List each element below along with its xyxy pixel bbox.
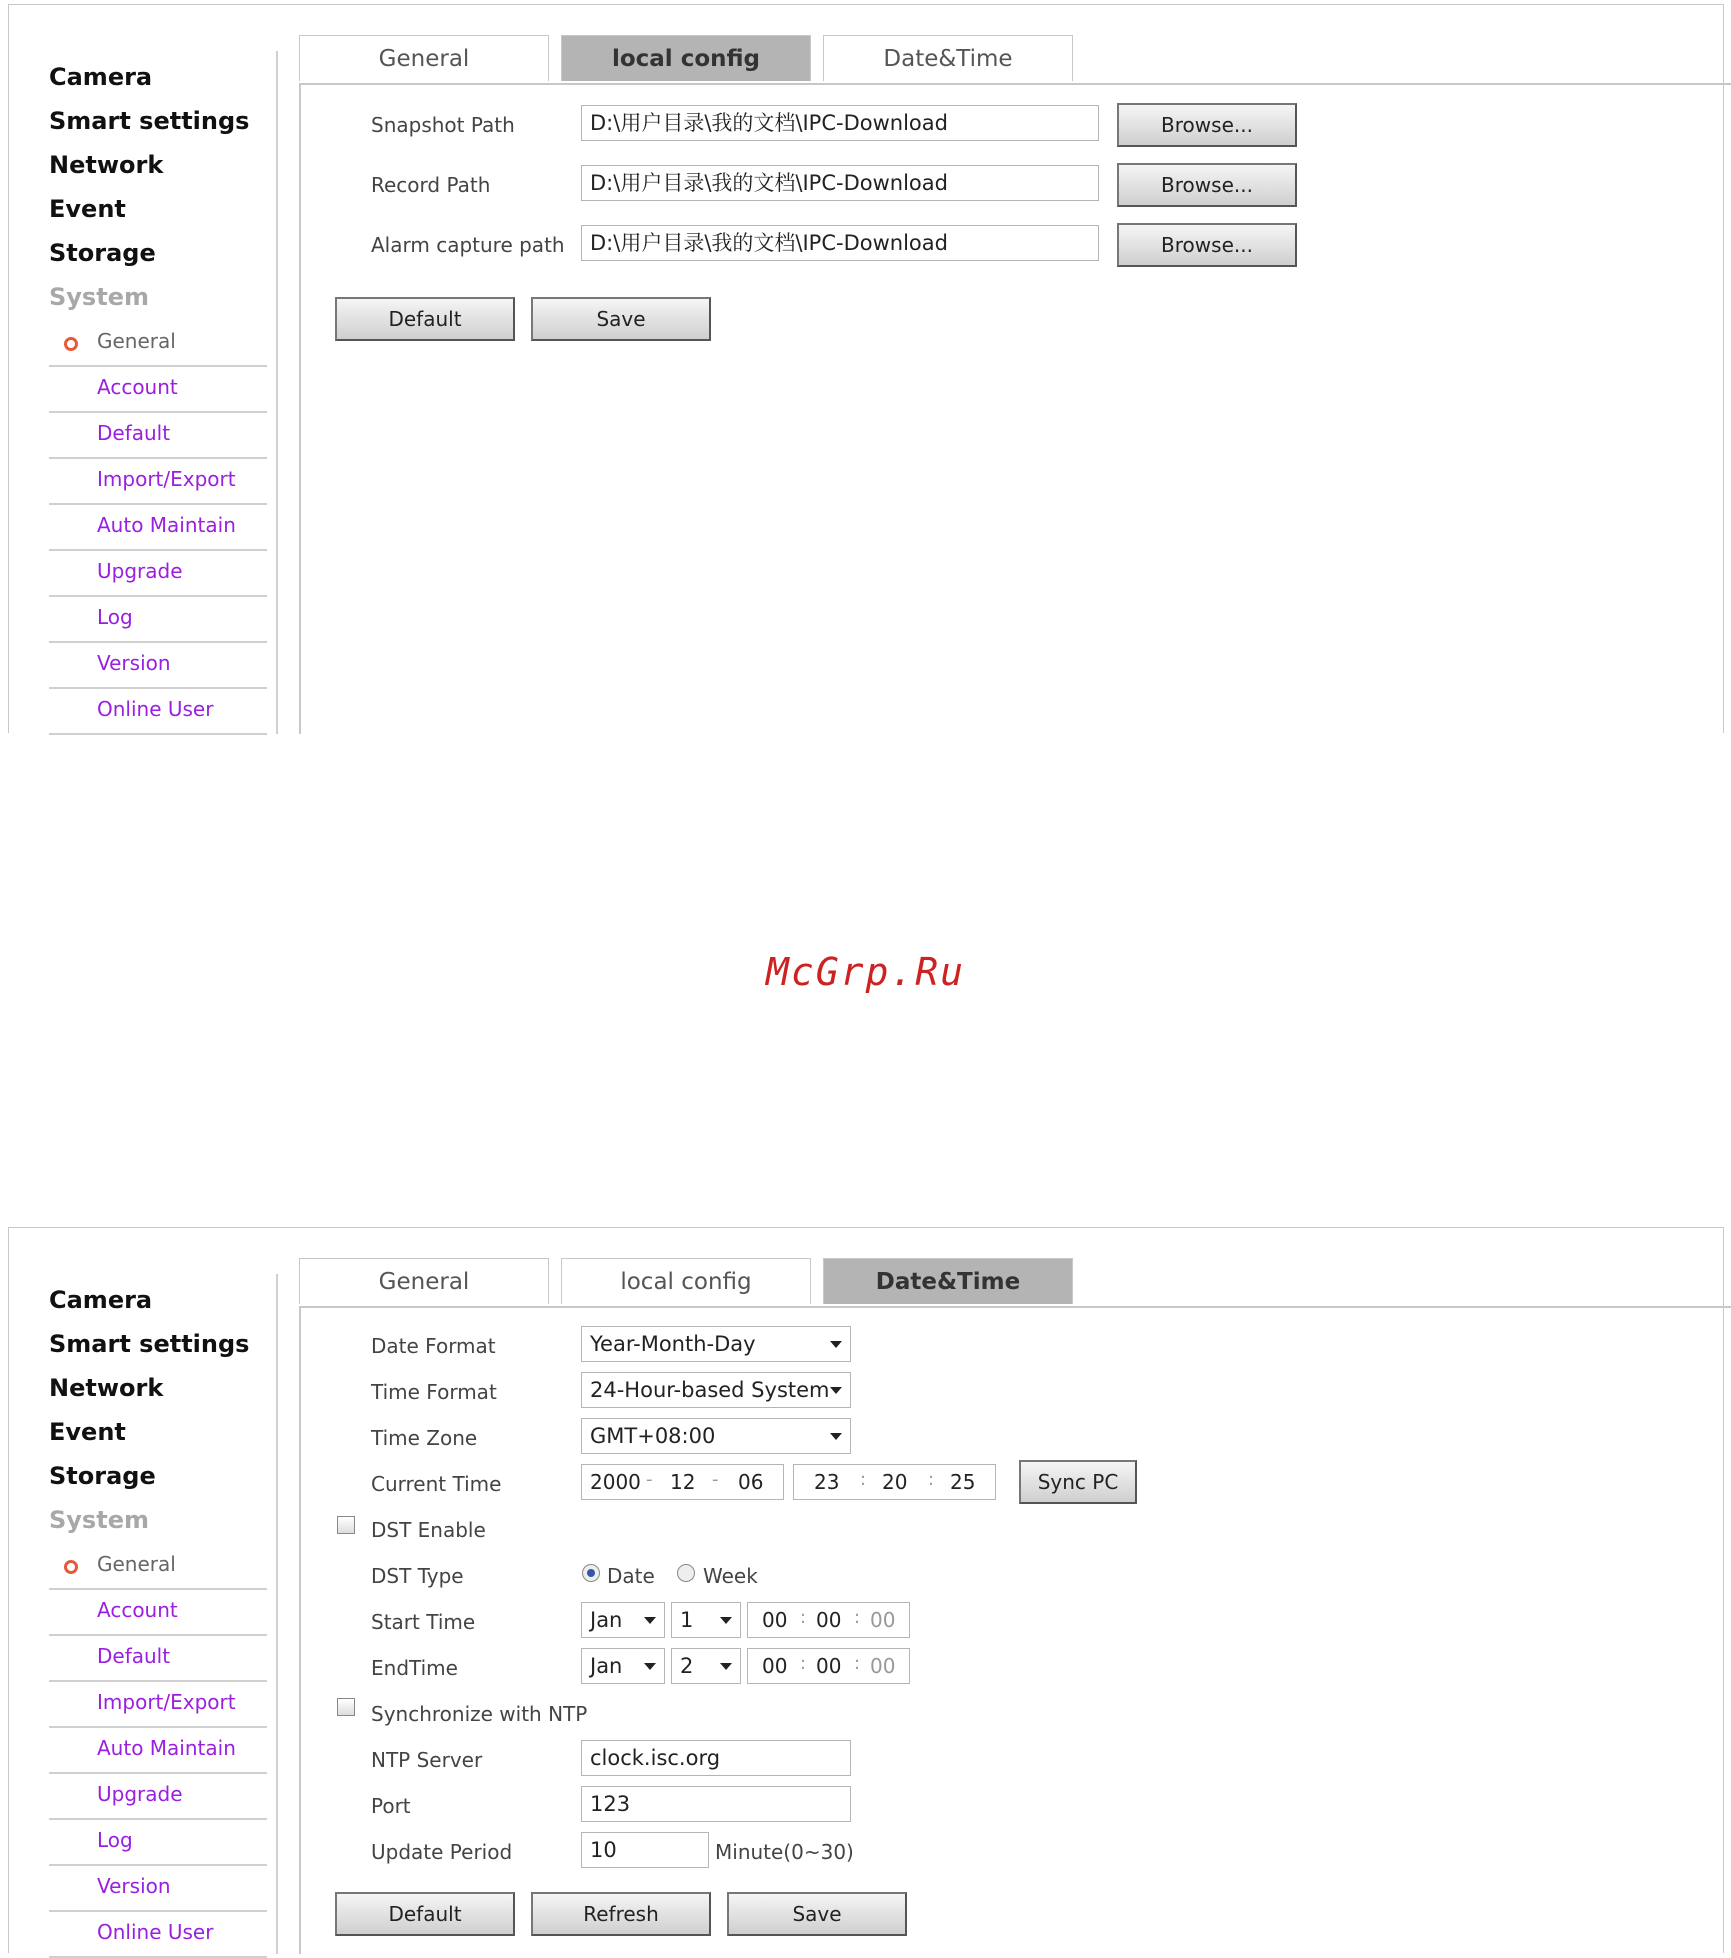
date-format-label: Date Format [371, 1334, 496, 1358]
sidebar-item-network[interactable]: Network [49, 1374, 164, 1402]
local-config-panel [8, 4, 1724, 733]
sidebar-subitem-online-user[interactable]: Online User [49, 689, 267, 735]
current-clock-field[interactable] [793, 1464, 996, 1500]
current-year[interactable]: 2000 [590, 1470, 641, 1494]
sidebar-subitem-auto-maintain[interactable]: Auto Maintain [49, 505, 267, 551]
start-month-select[interactable] [581, 1602, 665, 1638]
sidebar-subitem-account[interactable]: Account [49, 367, 267, 413]
sidebar-subitem-version[interactable]: Version [49, 643, 267, 689]
dst-type-week-label: Week [703, 1564, 758, 1588]
tab-general[interactable]: General [299, 35, 549, 81]
sidebar-item-system[interactable]: System [49, 1506, 149, 1534]
sidebar-subitem-online-user[interactable]: Online User [49, 1912, 267, 1958]
record-path-label: Record Path [371, 173, 491, 197]
sidebar-subitem-import-export[interactable]: Import/Export [49, 459, 267, 505]
local-config-content [299, 83, 1731, 734]
tab-local-config[interactable]: local config [561, 35, 811, 81]
tab-local-config[interactable]: local config [561, 1258, 811, 1304]
time-format-value: 24-Hour-based System [590, 1378, 830, 1402]
dropdown-arrow-icon [720, 1617, 732, 1624]
dropdown-arrow-icon [644, 1663, 656, 1670]
dropdown-arrow-icon [830, 1341, 842, 1348]
sidebar-subitem-general[interactable]: General [49, 321, 267, 367]
end-day-select[interactable] [671, 1648, 741, 1684]
default-button[interactable]: Default [335, 297, 515, 341]
alarm-capture-path-field[interactable]: D:\用户目录\我的文档\IPC-Download [581, 225, 1099, 261]
default-button[interactable]: Default [335, 1892, 515, 1936]
snapshot-path-label: Snapshot Path [371, 113, 515, 137]
current-time-label: Current Time [371, 1472, 502, 1496]
ntp-server-label: NTP Server [371, 1748, 483, 1772]
sidebar-item-storage[interactable]: Storage [49, 1462, 156, 1490]
active-bullet-icon [64, 337, 78, 351]
watermark: McGrp.Ru [765, 950, 966, 994]
current-day[interactable]: 06 [738, 1470, 764, 1494]
sidebar-item-network[interactable]: Network [49, 151, 164, 179]
date-format-value: Year-Month-Day [590, 1332, 756, 1356]
sidebar-item-smart-settings[interactable]: Smart settings [49, 107, 250, 135]
dropdown-arrow-icon [720, 1663, 732, 1670]
current-date-field[interactable] [581, 1464, 784, 1500]
dst-type-date-radio[interactable] [582, 1564, 600, 1582]
date-format-select[interactable] [581, 1326, 851, 1362]
alarm-browse-button[interactable]: Browse... [1117, 223, 1297, 267]
save-button[interactable]: Save [727, 1892, 907, 1936]
time-format-select[interactable] [581, 1372, 851, 1408]
save-button[interactable]: Save [531, 297, 711, 341]
date-time-content [299, 1306, 1731, 1954]
date-separator: - [646, 1469, 653, 1490]
dst-enable-label: DST Enable [371, 1518, 486, 1542]
start-day-select[interactable] [671, 1602, 741, 1638]
end-minute[interactable]: 00 [816, 1654, 842, 1678]
time-zone-label: Time Zone [371, 1426, 478, 1450]
start-clock-field[interactable] [747, 1602, 910, 1638]
start-hour[interactable]: 00 [762, 1608, 788, 1632]
start-day-value: 1 [680, 1608, 694, 1632]
end-second[interactable]: 00 [870, 1654, 896, 1678]
dst-enable-checkbox[interactable] [337, 1516, 355, 1534]
date-separator: - [712, 1469, 719, 1490]
port-label: Port [371, 1794, 411, 1818]
start-second[interactable]: 00 [870, 1608, 896, 1632]
end-month-value: Jan [590, 1654, 623, 1678]
sidebar-subitem-upgrade[interactable]: Upgrade [49, 551, 267, 597]
update-period-unit: Minute(0~30) [715, 1840, 854, 1864]
dropdown-arrow-icon [830, 1387, 842, 1394]
active-bullet-icon [64, 1560, 78, 1574]
current-hour[interactable]: 23 [814, 1470, 840, 1494]
sidebar-subitem-auto-maintain[interactable]: Auto Maintain [49, 1728, 267, 1774]
dst-type-label: DST Type [371, 1564, 464, 1588]
tab-date-time[interactable]: Date&Time [823, 1258, 1073, 1304]
time-separator: : [800, 1607, 807, 1628]
sidebar-subitem-default[interactable]: Default [49, 413, 267, 459]
time-separator: : [860, 1469, 867, 1490]
port-field[interactable]: 123 [581, 1786, 851, 1822]
sidebar-divider [276, 51, 278, 734]
start-minute[interactable]: 00 [816, 1608, 842, 1632]
sidebar-item-event[interactable]: Event [49, 195, 126, 223]
current-second[interactable]: 25 [950, 1470, 976, 1494]
time-format-label: Time Format [371, 1380, 497, 1404]
ntp-sync-checkbox[interactable] [337, 1698, 355, 1716]
time-separator: : [928, 1469, 935, 1490]
end-hour[interactable]: 00 [762, 1654, 788, 1678]
refresh-button[interactable]: Refresh [531, 1892, 711, 1936]
snapshot-path-field[interactable]: D:\用户目录\我的文档\IPC-Download [581, 105, 1099, 141]
dropdown-arrow-icon [830, 1433, 842, 1440]
sidebar-divider [276, 1274, 278, 1954]
time-separator: : [800, 1653, 807, 1674]
sidebar-item-camera[interactable]: Camera [49, 63, 153, 91]
sidebar-subitem-log[interactable]: Log [49, 1820, 267, 1866]
sidebar-subitem-general[interactable]: General [49, 1544, 267, 1590]
update-period-field[interactable]: 10 [581, 1832, 709, 1868]
sidebar-item-smart-settings[interactable]: Smart settings [49, 1330, 250, 1358]
date-time-panel [8, 1227, 1724, 1953]
ntp-sync-label: Synchronize with NTP [371, 1702, 588, 1726]
alarm-capture-path-label: Alarm capture path [371, 233, 565, 257]
sidebar-subitem-default[interactable]: Default [49, 1636, 267, 1682]
time-zone-select[interactable] [581, 1418, 851, 1454]
sidebar-subitem-import-export[interactable]: Import/Export [49, 1682, 267, 1728]
snapshot-browse-button[interactable]: Browse... [1117, 103, 1297, 147]
sidebar-subitem-log[interactable]: Log [49, 597, 267, 643]
current-minute[interactable]: 20 [882, 1470, 908, 1494]
sidebar-subitem-account[interactable]: Account [49, 1590, 267, 1636]
end-month-select[interactable] [581, 1648, 665, 1684]
sidebar-item-event[interactable]: Event [49, 1418, 126, 1446]
end-time-label: EndTime [371, 1656, 458, 1680]
time-separator: : [854, 1653, 861, 1674]
tab-general[interactable]: General [299, 1258, 549, 1304]
tab-date-time[interactable]: Date&Time [823, 35, 1073, 81]
ntp-server-field[interactable]: clock.isc.org [581, 1740, 851, 1776]
time-zone-value: GMT+08:00 [590, 1424, 716, 1448]
dropdown-arrow-icon [644, 1617, 656, 1624]
record-browse-button[interactable]: Browse... [1117, 163, 1297, 207]
end-clock-field[interactable] [747, 1648, 910, 1684]
update-period-label: Update Period [371, 1840, 513, 1864]
dst-type-date-label: Date [607, 1564, 655, 1588]
current-month[interactable]: 12 [670, 1470, 696, 1494]
sidebar-subitem-version[interactable]: Version [49, 1866, 267, 1912]
start-month-value: Jan [590, 1608, 623, 1632]
sidebar-subitem-upgrade[interactable]: Upgrade [49, 1774, 267, 1820]
dst-type-week-radio[interactable] [677, 1564, 695, 1582]
sidebar-item-system[interactable]: System [49, 283, 149, 311]
end-day-value: 2 [680, 1654, 694, 1678]
record-path-field[interactable]: D:\用户目录\我的文档\IPC-Download [581, 165, 1099, 201]
sidebar-item-camera[interactable]: Camera [49, 1286, 153, 1314]
start-time-label: Start Time [371, 1610, 476, 1634]
sidebar-item-storage[interactable]: Storage [49, 239, 156, 267]
time-separator: : [854, 1607, 861, 1628]
sync-pc-button[interactable]: Sync PC [1019, 1460, 1137, 1504]
